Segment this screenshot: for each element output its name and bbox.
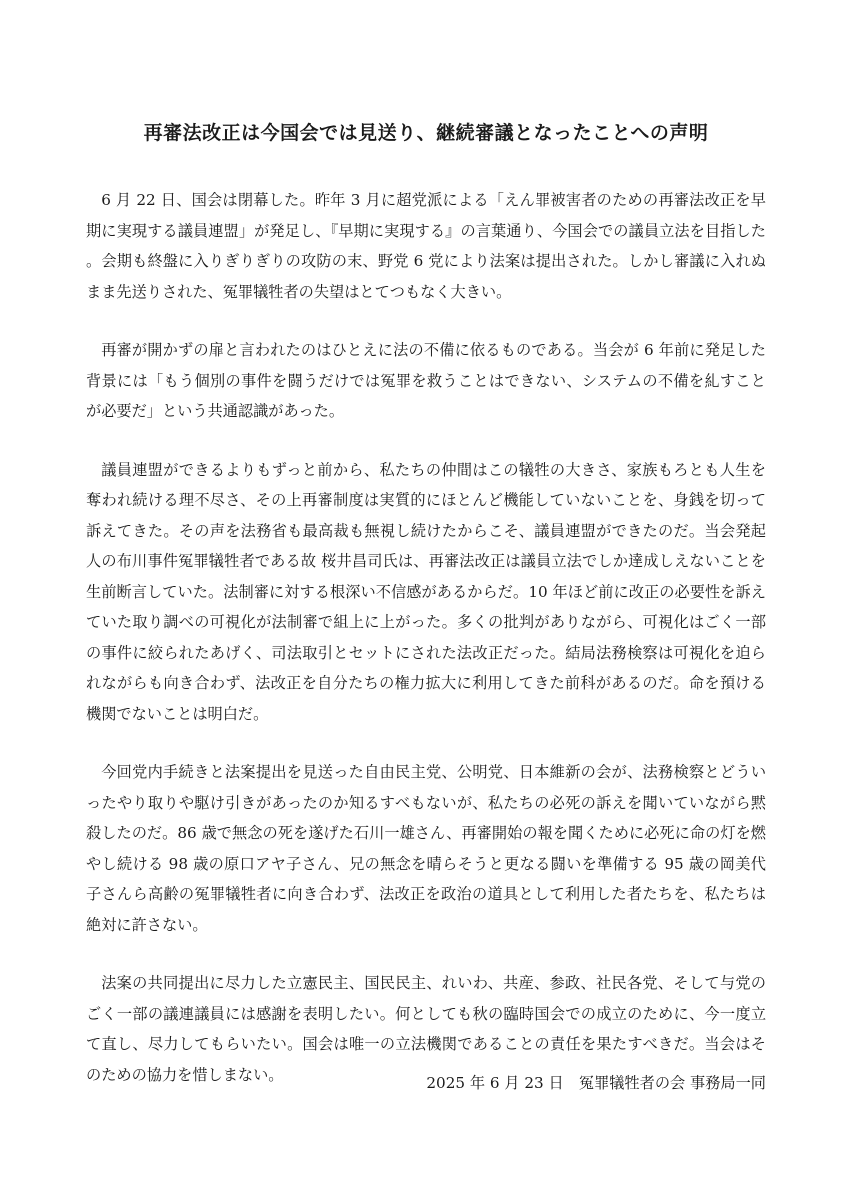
signature-line: 2025 年 6 月 23 日 冤罪犠牲者の会 事務局一同 — [426, 1074, 766, 1092]
document-title: 再審法改正は今国会では見送り、継続審議となったことへの声明 — [143, 122, 709, 144]
paragraph-5: 法案の共同提出に尽力した立憲民主、国民民主、れいわ、共産、参政、社民各党、そして与党のごく一部の議連議員には感謝を表明したい。何としても秋の臨時国会での成立のために、今一度立て直し、尽力してもらいたい。国会は唯一の立法機関であることの責任を果たすべきだ。当会はそのための協力を惜しまない。 — [86, 974, 766, 1084]
paragraph-2: 再審が開かずの扉と言われたのはひとえに法の不備に依るものである。当会が 6 年前に発足した背景には「もう個別の事件を闘うだけでは冤罪を救うことはできない、システムの不備を糺すことが必要だ」という共通認識があった。 — [86, 341, 766, 420]
document-body — [86, 185, 766, 1118]
paragraph-1: 6 月 22 日、国会は閉幕した。昨年 3 月に超党派による「えん罪被害者のための再審法改正を早期に実現する議員連盟」が発足し、『早期に実現する』の言葉通り、今国会での議員立法を目指した。会期も終盤に入りぎりぎりの攻防の末、野党 6 党により法案は提出された。しかし審議に入れぬまま先送りされた、冤罪犠牲者の失望はとてつもなく大きい。 — [86, 191, 766, 301]
paragraph-4: 今回党内手続きと法案提出を見送った自由民主党、公明党、日本維新の会が、法務検察とどういったやり取りや駆け引きがあったのか知るすべもないが、私たちの必死の訴えを聞いていながら黙殺したのだ。86 歳で無念の死を遂げた石川一雄さん、再審開始の報を聞くために必死に命の灯を燃やし続ける 98 歳の原口アヤ子さん、兄の無念を晴らそうと更なる闘いを準備する 95 歳の岡美代子さんら高齢の冤罪犠牲者に向き合わず、法改正を政治の道具として利用した者たちを、私たちは絶対に許さない。 — [86, 763, 766, 934]
paragraph-3: 議員連盟ができるよりもずっと前から、私たちの仲間はこの犠牲の大きさ、家族もろとも人生を奪われ続ける理不尽さ、その上再審制度は実質的にほとんど機能していないことを、身銭を切って訴えてきた。その声を法務省も最高裁も無視し続けたからこそ、議員連盟ができたのだ。当会発起人の布川事件冤罪犠牲者である故 桜井昌司氏は、再審法改正は議員立法でしか達成しえないことを生前断言していた。法制審に対する根深い不信感があるからだ。10 年ほど前に改正の必要性を訴えていた取り調べの可視化が法制審で組上に上がった。多くの批判がありながら、可視化はごく一部の事件に絞られたあげく、司法取引とセットにされた法改正だった。結局法務検察は可視化を迫られながらも向き合わず、法改正を自分たちの権力拡大に利用してきた前科があるのだ。命を預ける機関でないことは明白だ。 — [86, 460, 766, 723]
